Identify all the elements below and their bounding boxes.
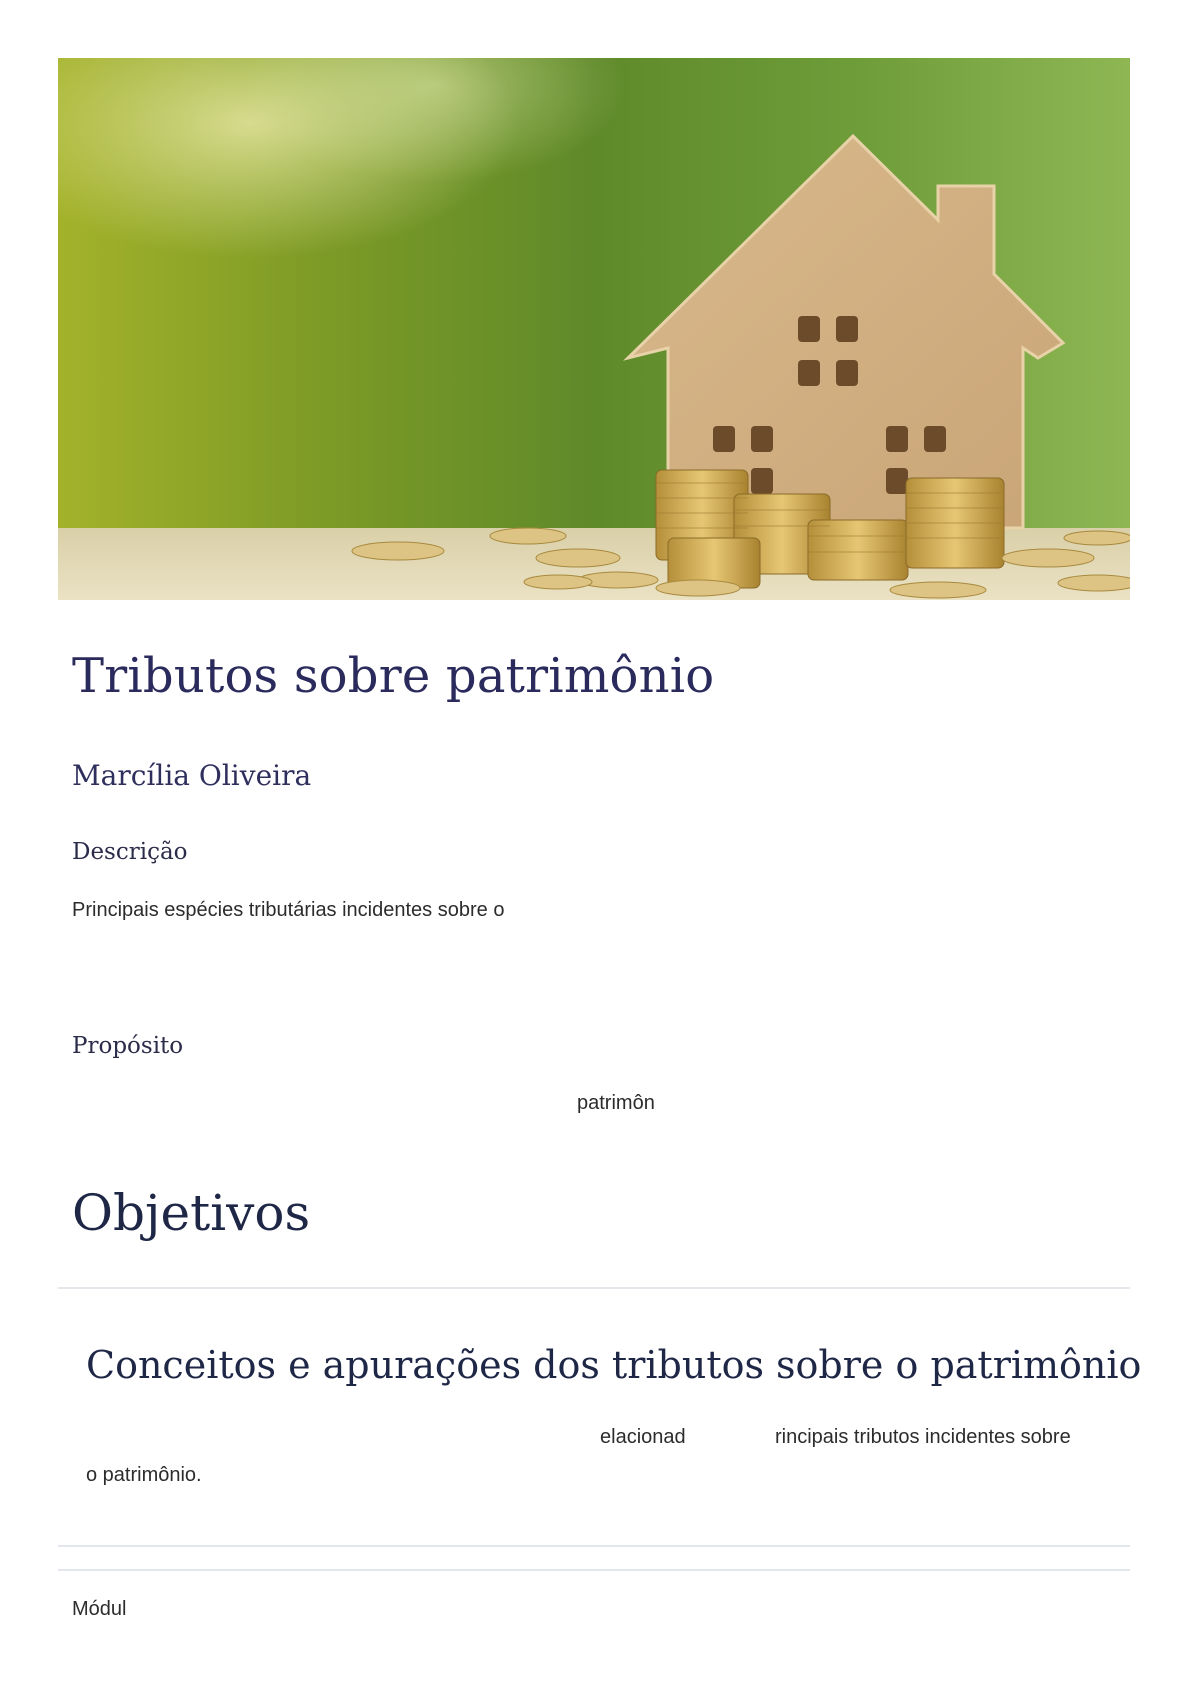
author-name: Marcília Oliveira [72, 759, 312, 792]
module-text-fragment-1: elacionad [600, 1426, 686, 1448]
description-text: Principais espécies tributárias incidentes sobre o [72, 899, 505, 921]
module-label: Módul [72, 1598, 127, 1620]
divider-middle [58, 1545, 1130, 1547]
module-text-fragment-2: rincipais tributos incidentes sobre [775, 1426, 1071, 1448]
purpose-text: patrimôn [577, 1092, 655, 1114]
module-text-fragment-3: o patrimônio. [86, 1464, 202, 1486]
description-label: Descrição [72, 839, 188, 865]
hero-image [58, 58, 1130, 600]
divider-top [58, 1287, 1130, 1289]
module-title: Conceitos e apurações dos tributos sobre o patrimônio [86, 1343, 1142, 1387]
divider-bottom [58, 1569, 1130, 1571]
house-with-coins-illustration [58, 58, 1130, 600]
document-title: Tributos sobre patrimônio [72, 648, 715, 704]
objectives-heading: Objetivos [72, 1184, 311, 1242]
purpose-label: Propósito [72, 1033, 184, 1059]
